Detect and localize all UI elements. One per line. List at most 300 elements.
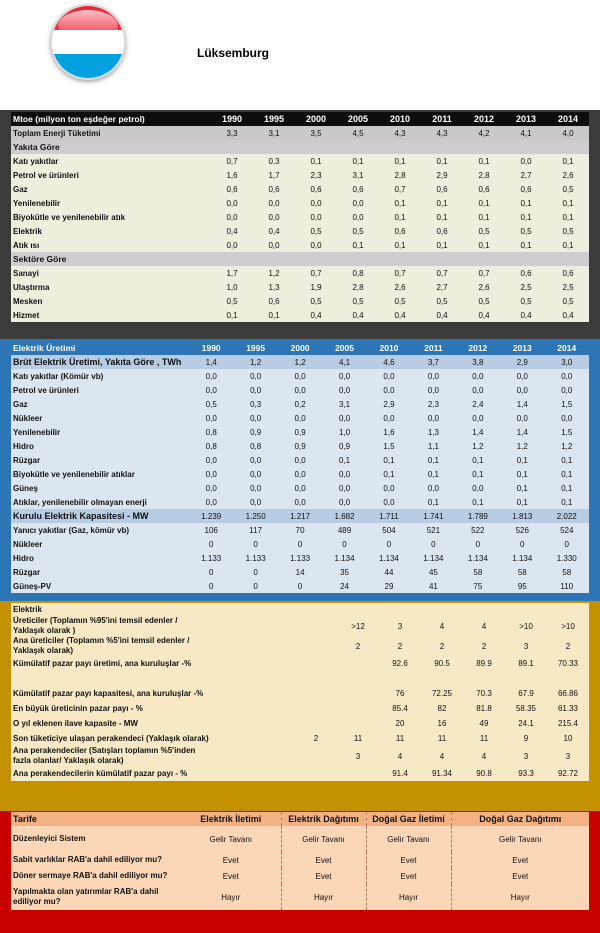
value-cell: >12 xyxy=(351,621,365,631)
year-header: 1995 xyxy=(233,341,277,355)
year-header: 2012 xyxy=(456,341,500,355)
table-row xyxy=(11,671,589,686)
value-cell: 215.4 xyxy=(557,719,579,728)
value-cell: 0,1 xyxy=(562,156,574,166)
empty-cell xyxy=(421,140,463,154)
value-cell: 0,1 xyxy=(394,198,406,208)
value-cell: 0,0 xyxy=(472,483,484,493)
table-row xyxy=(11,495,589,509)
table-row xyxy=(11,369,589,383)
value-cell: 58 xyxy=(517,567,527,577)
value-cell: 0,1 xyxy=(520,240,532,250)
value-cell: 0 xyxy=(564,539,569,549)
value-cell: 3 xyxy=(355,751,361,761)
row-label: Yenilenebilir xyxy=(13,427,61,437)
value-cell: 2 xyxy=(439,641,445,651)
empty-cell xyxy=(547,252,589,266)
value-cell: 0,1 xyxy=(561,469,573,479)
value-cell: 90.8 xyxy=(476,769,492,778)
value-cell: 14 xyxy=(295,567,305,577)
value-cell: 3 xyxy=(397,621,403,631)
value-cell: Hayır xyxy=(281,884,366,910)
value-cell: 521 xyxy=(426,525,441,535)
value-cell: 0,0 xyxy=(294,497,306,507)
value-cell: 0,0 xyxy=(205,497,217,507)
value-cell: 0,0 xyxy=(352,198,364,208)
value-cell: 0,0 xyxy=(338,497,351,507)
empty-cell xyxy=(505,603,547,616)
value-cell: 0,0 xyxy=(338,469,351,479)
year-header: 1995 xyxy=(253,112,295,126)
year-header: 2012 xyxy=(463,112,505,126)
total-row xyxy=(11,126,589,140)
value-cell xyxy=(337,656,379,671)
value-cell: 0,1 xyxy=(561,483,573,493)
value-cell: 0,5 xyxy=(205,399,217,409)
value-cell: Evet xyxy=(512,871,529,881)
value-cell: 4 xyxy=(397,751,403,761)
value-cell: 2,6 xyxy=(562,170,574,180)
value-cell: 3,1 xyxy=(338,399,351,409)
value-cell: 1,9 xyxy=(310,282,322,292)
row-label: Sektöre Göre xyxy=(11,252,211,266)
value-cell xyxy=(547,671,589,686)
value-cell: 0,1 xyxy=(383,469,395,479)
table-row xyxy=(11,238,589,252)
country-title: Lüksemburg xyxy=(197,46,270,60)
row-label: Sabit varlıklar RAB'a dahil ediliyor mu? xyxy=(13,855,163,864)
value-cell: 0,1 xyxy=(394,240,406,250)
table-row xyxy=(11,210,589,224)
value-cell: 0,0 xyxy=(338,371,351,381)
value-cell: 0,1 xyxy=(472,469,484,479)
row-label: Hidro xyxy=(13,441,34,451)
value-cell xyxy=(253,686,295,701)
value-cell: 0,0 xyxy=(250,385,262,395)
value-cell xyxy=(253,731,295,746)
value-cell: 70 xyxy=(295,525,305,535)
header-row xyxy=(11,603,589,616)
value-cell: 4,2 xyxy=(463,126,505,140)
value-cell: 1,4 xyxy=(516,427,528,437)
value-cell: 91.34 xyxy=(431,769,453,778)
value-cell: 0,4 xyxy=(226,226,238,236)
empty-cell xyxy=(463,252,505,266)
empty-cell xyxy=(421,603,463,616)
value-cell: 0,1 xyxy=(436,212,448,222)
value-cell: 2,9 xyxy=(436,170,448,180)
value-cell: 0,1 xyxy=(516,455,528,465)
value-cell: 49 xyxy=(479,719,489,728)
value-cell: 0,5 xyxy=(562,184,574,194)
value-cell: 0,5 xyxy=(478,296,490,306)
header-row xyxy=(11,112,589,126)
value-cell: 1.239 xyxy=(189,509,233,523)
value-cell xyxy=(253,656,295,671)
value-cell: 0,0 xyxy=(427,385,439,395)
value-cell: 72.25 xyxy=(431,689,453,698)
table-row xyxy=(11,852,589,868)
year-header: 2005 xyxy=(337,112,379,126)
row-label: Mtoe (milyon ton eşdeğer petrol) xyxy=(11,112,211,126)
table-row xyxy=(11,551,589,565)
value-cell: 0,6 xyxy=(394,226,406,236)
value-cell: 0,0 xyxy=(383,497,395,507)
year-header: 2013 xyxy=(505,112,547,126)
value-cell: 11 xyxy=(353,734,363,743)
value-cell: 0 xyxy=(475,539,481,549)
table-row xyxy=(11,656,589,671)
value-cell: 3 xyxy=(565,751,571,761)
value-cell: 0,0 xyxy=(226,198,238,208)
value-cell: 2 xyxy=(397,641,403,651)
value-cell: 1,1 xyxy=(427,441,439,451)
value-cell xyxy=(211,716,253,731)
value-cell: Evet xyxy=(181,868,281,884)
value-cell xyxy=(295,616,337,636)
value-cell xyxy=(211,701,253,716)
year-header: 2010 xyxy=(379,112,421,126)
value-cell: 0,1 xyxy=(436,240,448,250)
value-cell: 1.134 xyxy=(467,553,488,563)
value-cell: 0,6 xyxy=(226,184,238,194)
row-label: Düzenleyici Sistem xyxy=(13,834,86,843)
value-cell: 92.72 xyxy=(557,769,579,778)
value-cell: 70.3 xyxy=(476,689,492,698)
empty-cell xyxy=(547,140,589,154)
value-cell: 45 xyxy=(428,567,438,577)
row-label: Gaz xyxy=(13,184,28,194)
row-label: Petrol ve ürünleri xyxy=(13,385,79,395)
value-cell: 0,6 xyxy=(310,184,322,194)
value-cell: 0,0 xyxy=(310,212,322,222)
value-cell: 0 xyxy=(253,567,258,577)
value-cell: 3,7 xyxy=(411,355,455,369)
value-cell: 4,1 xyxy=(505,126,547,140)
value-cell: 1,6 xyxy=(383,427,395,437)
value-cell: 58.35 xyxy=(515,704,537,713)
value-cell: 75 xyxy=(473,581,483,591)
value-cell: 2 xyxy=(355,641,361,651)
value-cell: 1,2 xyxy=(561,441,573,451)
year-header: 1990 xyxy=(211,112,253,126)
row-label: Biyokütle ve yenilenebilir atıklar xyxy=(13,469,135,479)
value-cell: Evet xyxy=(366,852,451,868)
value-cell xyxy=(337,716,379,731)
value-cell: 0,0 xyxy=(472,385,484,395)
value-cell: 93.3 xyxy=(518,769,534,778)
value-cell: 2,9 xyxy=(500,355,544,369)
value-cell: 0,5 xyxy=(520,226,532,236)
table-row xyxy=(11,523,589,537)
row-label: Ana perakendecilerin kümülatif pazar payı - % xyxy=(13,768,188,778)
empty-cell xyxy=(463,603,505,616)
value-cell: 1,5 xyxy=(383,441,395,451)
column-header: Elektrik Dağıtımı xyxy=(281,812,366,826)
column-header: Elektrik İletimi xyxy=(181,812,281,826)
value-cell: 0,1 xyxy=(561,497,573,507)
empty-cell xyxy=(253,140,295,154)
value-cell: 0,9 xyxy=(338,441,351,451)
table-row xyxy=(11,383,589,397)
table-row xyxy=(11,467,589,481)
table-row xyxy=(11,766,589,781)
value-cell: 1.134 xyxy=(423,553,444,563)
value-cell: 2,7 xyxy=(520,170,532,180)
value-cell: 0,6 xyxy=(562,268,574,278)
value-cell: 0,9 xyxy=(294,427,306,437)
row-label: Ana perakendeciler (Satışları toplamın %5'inden fazla olanlar/ Yaklaşık olarak) xyxy=(13,746,196,765)
value-cell: 0,6 xyxy=(268,296,280,306)
value-cell: 0,4 xyxy=(394,310,406,320)
value-cell: 82 xyxy=(437,704,447,713)
value-cell: 2,5 xyxy=(562,282,574,292)
value-cell: 3,8 xyxy=(456,355,500,369)
value-cell: Evet xyxy=(281,868,366,884)
value-cell: 0 xyxy=(342,539,347,549)
value-cell: 0,2 xyxy=(294,399,306,409)
row-label: Yakıta Göre xyxy=(11,140,211,154)
value-cell: 1.133 xyxy=(245,553,266,563)
value-cell: 0,1 xyxy=(383,455,395,465)
value-cell: 0,5 xyxy=(562,226,574,236)
value-cell: 0,1 xyxy=(561,455,573,465)
year-header: 2000 xyxy=(295,112,337,126)
value-cell: 0,0 xyxy=(250,371,262,381)
value-cell: 4,3 xyxy=(379,126,421,140)
column-header: Doğal Gaz İletimi xyxy=(366,812,451,826)
row-label: Atıklar, yenilenebilir olmayan enerji xyxy=(13,497,147,507)
row-label: Toplam Enerji Tüketimi xyxy=(11,126,211,140)
value-cell: 0,1 xyxy=(516,469,528,479)
value-cell: 4,3 xyxy=(421,126,463,140)
table-row xyxy=(11,826,589,852)
value-cell: 0,0 xyxy=(268,198,280,208)
value-cell: 1,5 xyxy=(561,399,573,409)
row-label xyxy=(11,671,211,686)
value-cell: 0 xyxy=(297,539,303,549)
row-label: Yenilenebilir xyxy=(13,198,61,208)
value-cell: 1.217 xyxy=(278,509,322,523)
value-cell: 0,0 xyxy=(516,385,528,395)
value-cell: 0,7 xyxy=(436,268,448,278)
value-cell: 0,0 xyxy=(205,413,217,423)
value-cell xyxy=(253,636,295,656)
value-cell: 504 xyxy=(382,525,396,535)
value-cell: 522 xyxy=(471,525,485,535)
value-cell: 70.33 xyxy=(557,659,579,668)
year-header: 2014 xyxy=(547,112,589,126)
value-cell: 1,4 xyxy=(472,427,484,437)
value-cell: 0,0 xyxy=(226,240,238,250)
value-cell: 0,0 xyxy=(226,212,238,222)
table-row xyxy=(11,266,589,280)
value-cell: 0 xyxy=(208,567,214,577)
value-cell: 2,6 xyxy=(394,282,406,292)
value-cell: 0,1 xyxy=(562,198,574,208)
value-cell: 11 xyxy=(479,734,489,743)
row-label: Rüzgar xyxy=(13,455,41,465)
value-cell: 0,9 xyxy=(250,427,262,437)
row-label: Son tüketiciye ulaşan perakendeci (Yaklaşık olarak) xyxy=(13,733,209,743)
value-cell: Gelir Tavanı xyxy=(498,834,542,844)
value-cell: 0,0 xyxy=(338,483,351,493)
table-row xyxy=(11,425,589,439)
value-cell: 1,5 xyxy=(561,427,573,437)
value-cell xyxy=(211,766,253,781)
value-cell: 0,0 xyxy=(383,371,395,381)
year-header: 2010 xyxy=(367,341,411,355)
value-cell: 2,9 xyxy=(383,399,395,409)
value-cell xyxy=(337,686,379,701)
year-header: 2011 xyxy=(421,112,463,126)
value-cell: 0,1 xyxy=(472,455,484,465)
value-cell xyxy=(421,671,463,686)
section-row xyxy=(11,252,589,266)
value-cell: 0,4 xyxy=(310,310,322,320)
row-label: Mesken xyxy=(13,296,43,306)
value-cell: 1.711 xyxy=(367,509,411,523)
value-cell: 3,0 xyxy=(545,355,590,369)
year-header: 1990 xyxy=(189,341,233,355)
value-cell: 3,1 xyxy=(352,170,364,180)
value-cell: 526 xyxy=(515,525,529,535)
value-cell: 0,0 xyxy=(294,385,306,395)
value-cell: 1.741 xyxy=(411,509,455,523)
value-cell: 2,8 xyxy=(352,282,364,292)
value-cell: 0,7 xyxy=(310,268,322,278)
value-cell: 24.1 xyxy=(518,719,534,728)
header-row xyxy=(11,341,589,355)
value-cell: 58 xyxy=(473,567,483,577)
value-cell: 0,1 xyxy=(226,310,238,320)
value-cell: 4,1 xyxy=(322,355,366,369)
row-label: Biyokütle ve yenilenebilir atık xyxy=(13,212,126,222)
value-cell: 0,6 xyxy=(268,184,280,194)
value-cell: 81.8 xyxy=(476,704,492,713)
value-cell: 66.86 xyxy=(557,689,579,698)
value-cell: 0,5 xyxy=(352,226,364,236)
row-label: Elektrik xyxy=(11,603,211,616)
empty-cell xyxy=(463,140,505,154)
row-label: Brüt Elektrik Üretimi, Yakıta Göre , TWh xyxy=(11,355,189,369)
value-cell: 0,0 xyxy=(516,371,528,381)
value-cell: 0,0 xyxy=(310,198,322,208)
table-row xyxy=(11,308,589,322)
value-cell xyxy=(211,636,253,656)
value-cell: 3 xyxy=(523,751,529,761)
value-cell xyxy=(337,766,379,781)
value-cell: 1,2 xyxy=(472,441,484,451)
value-cell: 0,0 xyxy=(472,371,484,381)
value-cell: 3 xyxy=(523,641,529,651)
value-cell: 0,7 xyxy=(394,184,406,194)
value-cell: 0,0 xyxy=(310,240,322,250)
subtotal-row xyxy=(11,355,589,369)
column-header: Doğal Gaz Dağıtımı xyxy=(451,812,589,826)
value-cell xyxy=(505,671,547,686)
table-row xyxy=(11,453,589,467)
value-cell: 0,0 xyxy=(516,413,528,423)
value-cell: 0,8 xyxy=(250,441,262,451)
value-cell xyxy=(253,616,295,636)
value-cell: 4 xyxy=(439,621,445,631)
row-label: Hizmet xyxy=(13,310,40,320)
empty-cell xyxy=(547,603,589,616)
table-row xyxy=(11,731,589,746)
year-header: 2013 xyxy=(500,341,544,355)
value-cell: 11 xyxy=(437,734,447,743)
value-cell: 4,5 xyxy=(337,126,379,140)
value-cell: 0 xyxy=(297,581,303,591)
table-row xyxy=(11,411,589,425)
value-cell: 61.33 xyxy=(557,704,579,713)
empty-cell xyxy=(421,252,463,266)
value-cell: 41 xyxy=(428,581,438,591)
value-cell: 4 xyxy=(481,621,487,631)
value-cell: 0,5 xyxy=(562,296,574,306)
value-cell: 0,0 xyxy=(472,413,484,423)
row-label: Rüzgar xyxy=(13,567,41,577)
value-cell: 1.250 xyxy=(233,509,277,523)
row-label: Döner sermaye RAB'a dahil ediliyor mu? xyxy=(13,871,168,880)
value-cell: 0,0 xyxy=(205,469,217,479)
row-label: Tarife xyxy=(11,812,181,826)
value-cell: 2,8 xyxy=(478,170,490,180)
table-row xyxy=(11,537,589,551)
value-cell: 95 xyxy=(517,581,527,591)
value-cell: 2 xyxy=(565,641,571,651)
value-cell xyxy=(295,766,337,781)
row-label: Gaz xyxy=(13,399,28,409)
table-row xyxy=(11,196,589,210)
value-cell: 1.134 xyxy=(512,553,533,563)
year-header: 2000 xyxy=(278,341,322,355)
value-cell: 0,4 xyxy=(562,310,574,320)
value-cell: 1,0 xyxy=(338,427,351,437)
value-cell: 2,6 xyxy=(478,282,490,292)
value-cell: 2,5 xyxy=(520,282,532,292)
table-row xyxy=(11,579,589,593)
value-cell: Hayır xyxy=(510,892,530,902)
value-cell: 489 xyxy=(337,525,352,535)
value-cell: 1.133 xyxy=(290,553,311,563)
value-cell: 0,1 xyxy=(472,497,484,507)
value-cell: 0,1 xyxy=(516,483,528,493)
empty-cell xyxy=(379,252,421,266)
row-label: Elektrik xyxy=(13,226,42,236)
value-cell: 2,3 xyxy=(310,170,322,180)
value-cell: 0,0 xyxy=(561,371,573,381)
value-cell xyxy=(463,671,505,686)
value-cell: 0,1 xyxy=(478,212,490,222)
value-cell xyxy=(337,671,379,686)
value-cell: 0,4 xyxy=(478,310,490,320)
row-label: Sanayi xyxy=(13,268,39,278)
value-cell: 0,0 xyxy=(338,385,351,395)
table-row xyxy=(11,868,589,884)
empty-cell xyxy=(337,140,379,154)
row-label: Kümülatif pazar payı üretimi, ana kuruluşlar -% xyxy=(13,658,192,668)
value-cell: 2,8 xyxy=(394,170,406,180)
luxembourg-flag-icon xyxy=(50,4,126,80)
value-cell: Evet xyxy=(366,868,451,884)
value-cell: 0,4 xyxy=(520,310,532,320)
value-cell: 0 xyxy=(386,539,392,549)
subtotal-row xyxy=(11,509,589,523)
value-cell: 16 xyxy=(437,719,447,728)
value-cell: 1,4 xyxy=(189,355,233,369)
